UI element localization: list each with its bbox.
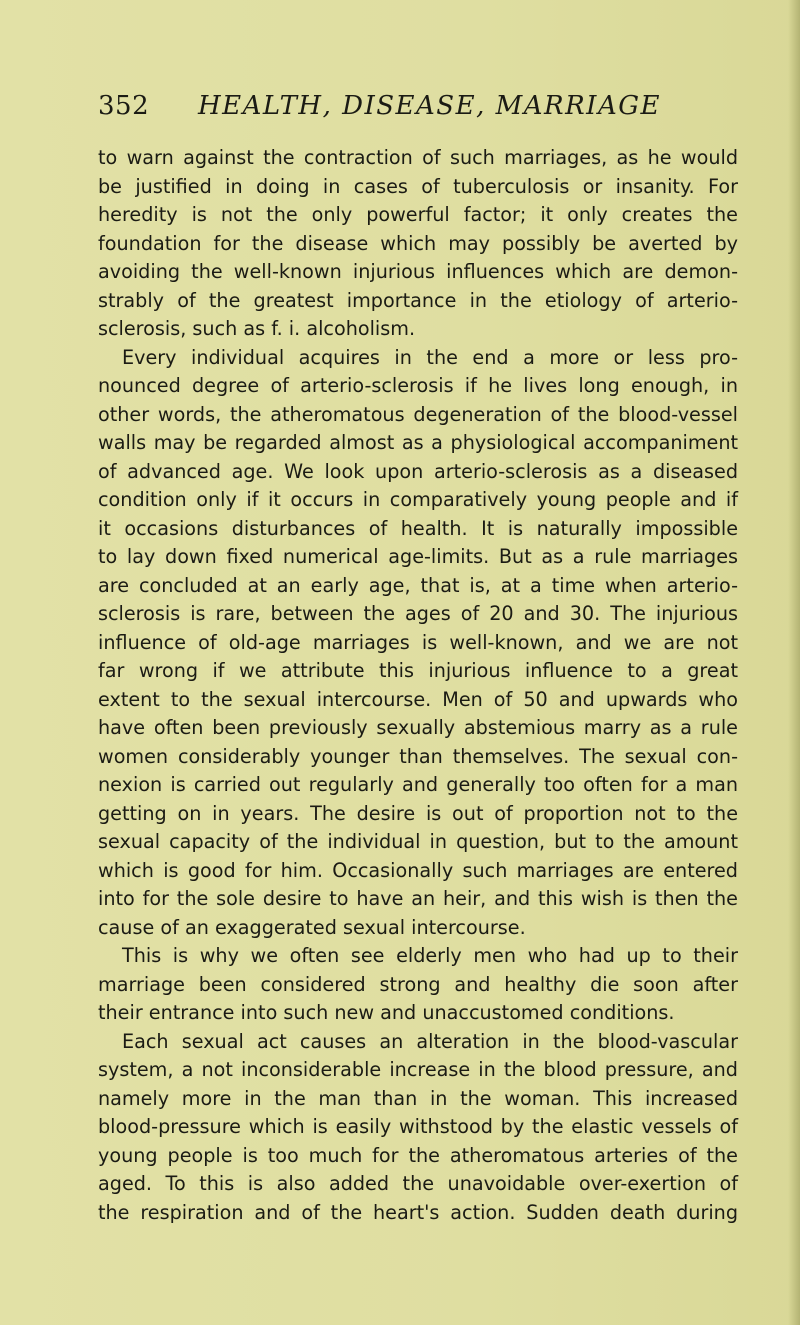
text-line: Each sexual act causes an alteration in the blood-vascular [122,1029,738,1053]
running-title: HEALTH, DISEASE, MARRIAGE [198,91,661,121]
text-line: young people is too much for the atheromatous arteries of the [98,1143,738,1167]
text-line: getting on in years. The desire is out of proportion not to the [98,801,738,825]
text-line: strably of the greatest importance in the etiology of arterio- [98,288,738,312]
text-line: This is why we often see elderly men who had up to their [122,944,738,967]
text-line: foundation for the disease which may possibly be averted by [98,231,738,255]
text-line: be justified in doing in cases of tuberculosis or insanity. For [98,174,738,198]
text-line: are concluded at an early age, that is, at a time when arterio- [98,573,738,597]
text-line: sexual capacity of the individual in question, but to the amount [98,830,738,853]
text-line: have often been previously sexually abstemious marry as a rule [98,716,738,739]
text-line: women considerably younger than themselves. The sexual con- [98,744,738,768]
text-line: avoiding the well-known injurious influences which are demon- [98,260,738,283]
text-line: cause of an exaggerated sexual intercourse. [98,915,526,939]
text-line: which is good for him. Occasionally such marriages are entered [98,858,738,882]
text-line: namely more in the man than in the woman. This increased [98,1086,738,1110]
text-line: it occasions disturbances of health. It is naturally impossible [98,516,738,540]
text-line: nexion is carried out regularly and generally too often for a man [98,773,738,796]
text-line: into for the sole desire to have an heir, and this wish is then the [98,887,738,910]
page-edge-shadow [788,0,800,1325]
text-line: other words, the atheromatous degeneration of the blood-vessel [98,402,738,426]
text-line: their entrance into such new and unaccustomed conditions. [98,1001,675,1024]
text-line: of advanced age. We look upon arterio-sclerosis as a diseased [98,459,738,483]
text-line: Every individual acquires in the end a more or less pro- [122,345,738,369]
text-line: nounced degree of arterio-sclerosis if he lives long enough, in [98,374,738,397]
text-line: extent to the sexual intercourse. Men of 50 and upwards who [98,687,738,711]
text-line: heredity is not the only powerful factor; it only creates the [98,203,738,226]
text-line: system, a not inconsiderable increase in the blood pressure, and [98,1058,738,1081]
text-line: condition only if it occurs in comparatively young people and if [98,488,738,511]
page-number: 352 [98,91,150,121]
text-line: the respiration and of the heart's action. Sudden death during [98,1200,738,1224]
text-line: aged. To this is also added the unavoidable over-exertion of [98,1172,738,1195]
page-header [98,91,738,131]
body-text [98,144,738,1227]
text-line: influence of old-age marriages is well-known, and we are not [98,630,738,654]
text-line: blood-pressure which is easily withstood by the elastic vessels of [98,1115,738,1138]
text-line: sclerosis is rare, between the ages of 20 and 30. The injurious [98,602,738,625]
text-line: sclerosis, such as f. i. alcoholism. [98,317,416,340]
text-line: to warn against the contraction of such marriages, as he would [98,146,738,169]
text-line: marriage been considered strong and healthy die soon after [98,972,738,996]
text-line: far wrong if we attribute this injurious influence to a great [98,659,738,682]
text-line: to lay down fixed numerical age-limits. But as a rule marriages [98,545,738,568]
text-line: walls may be regarded almost as a physiological accompaniment [98,431,738,454]
